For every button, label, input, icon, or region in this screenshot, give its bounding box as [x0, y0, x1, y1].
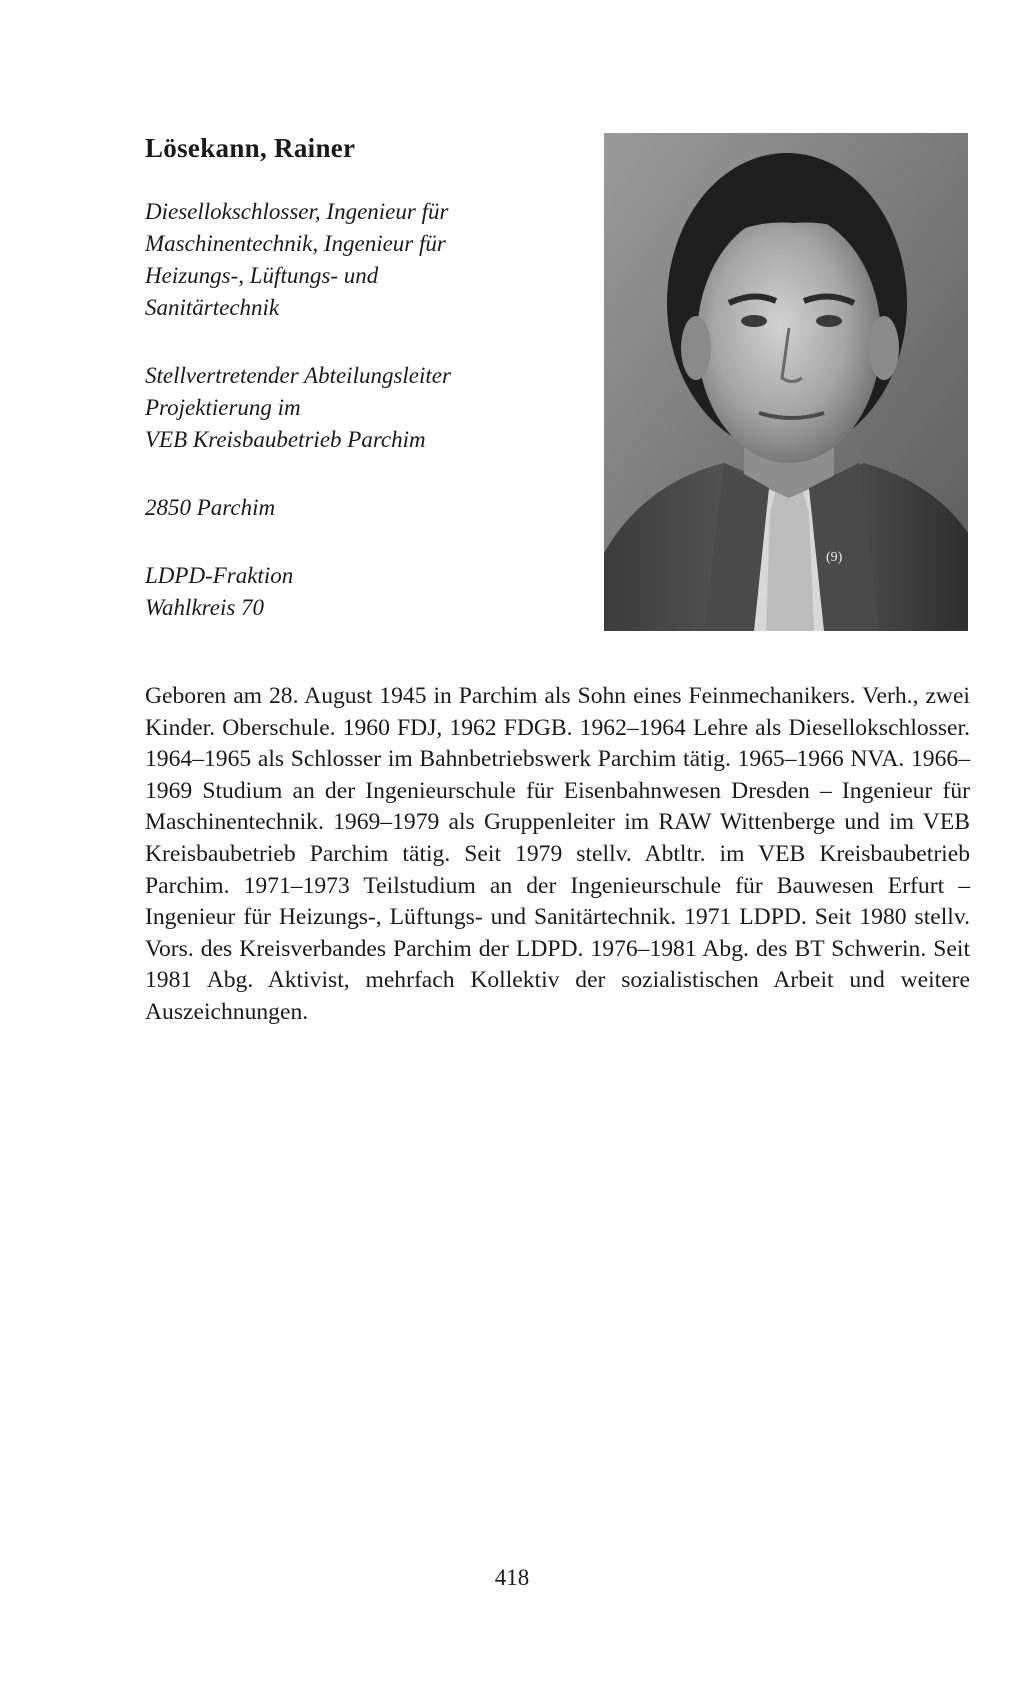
biography	[145, 681, 970, 1029]
position-block	[145, 360, 575, 456]
faction-block	[145, 560, 575, 624]
constituency: Wahlkreis 70	[145, 595, 265, 620]
profession-line: Sanitärtechnik	[145, 295, 280, 320]
person-name: Lösekann, Rainer	[145, 133, 356, 163]
address-block	[145, 492, 575, 524]
address: 2850 Parchim	[145, 495, 276, 520]
biography-text: Geboren am 28. August 1945 in Parchim als Sohn eines Feinmechanikers. Verh., zwei Kinder. Oberschule. 1960 FDJ, 1962 FDGB. 1962–1964 Lehre als Diesellokschlosser. 1964–1965 als Schlosser im Bahnbetriebswerk Parchim tätig. 1965–1966 NVA. 1966–1969 Studium an der Ingenieurschule für Eisenbahnwesen Dresden – Ingenieur für Maschinentechnik. 1969–1979 als Gruppenleiter im RAW Wittenberge und im VEB Kreisbaubetrieb Parchim tätig. Seit 1979 stellv. Abtltr. im VEB Kreisbaubetrieb Parchim. 1971–1973 Teilstudium an der Ingenieurschule für Bauwesen Erfurt – Ingenieur für Heizungs-, Lüftungs- und Sanitärtechnik. 1971 LDPD. Seit 1980 stellv. Vors. des Kreisverbandes Parchim der LDPD. 1976–1981 Abg. des BT Schwerin. Seit 1981 Abg. Aktivist, mehrfach Kollektiv der sozialistischen Arbeit und weitere Auszeichnungen.	[145, 683, 970, 1025]
faction: LDPD-Fraktion	[145, 563, 294, 588]
profession-line: Diesellokschlosser, Ingenieur für	[145, 199, 449, 224]
portrait-illustration	[604, 133, 968, 631]
position-line: VEB Kreisbaubetrieb Parchim	[145, 427, 426, 452]
portrait-photo	[604, 133, 968, 631]
person-info	[145, 196, 575, 660]
professions-block	[145, 196, 575, 324]
profession-line: Heizungs-, Lüftungs- und	[145, 263, 379, 288]
position-line: Projektierung im	[145, 395, 301, 420]
profession-line: Maschinentechnik, Ingenieur für	[145, 231, 446, 256]
page-number: 418	[494, 1565, 530, 1590]
photo-mark: (9)	[826, 550, 843, 565]
position-line: Stellvertretender Abteilungsleiter	[145, 363, 451, 388]
